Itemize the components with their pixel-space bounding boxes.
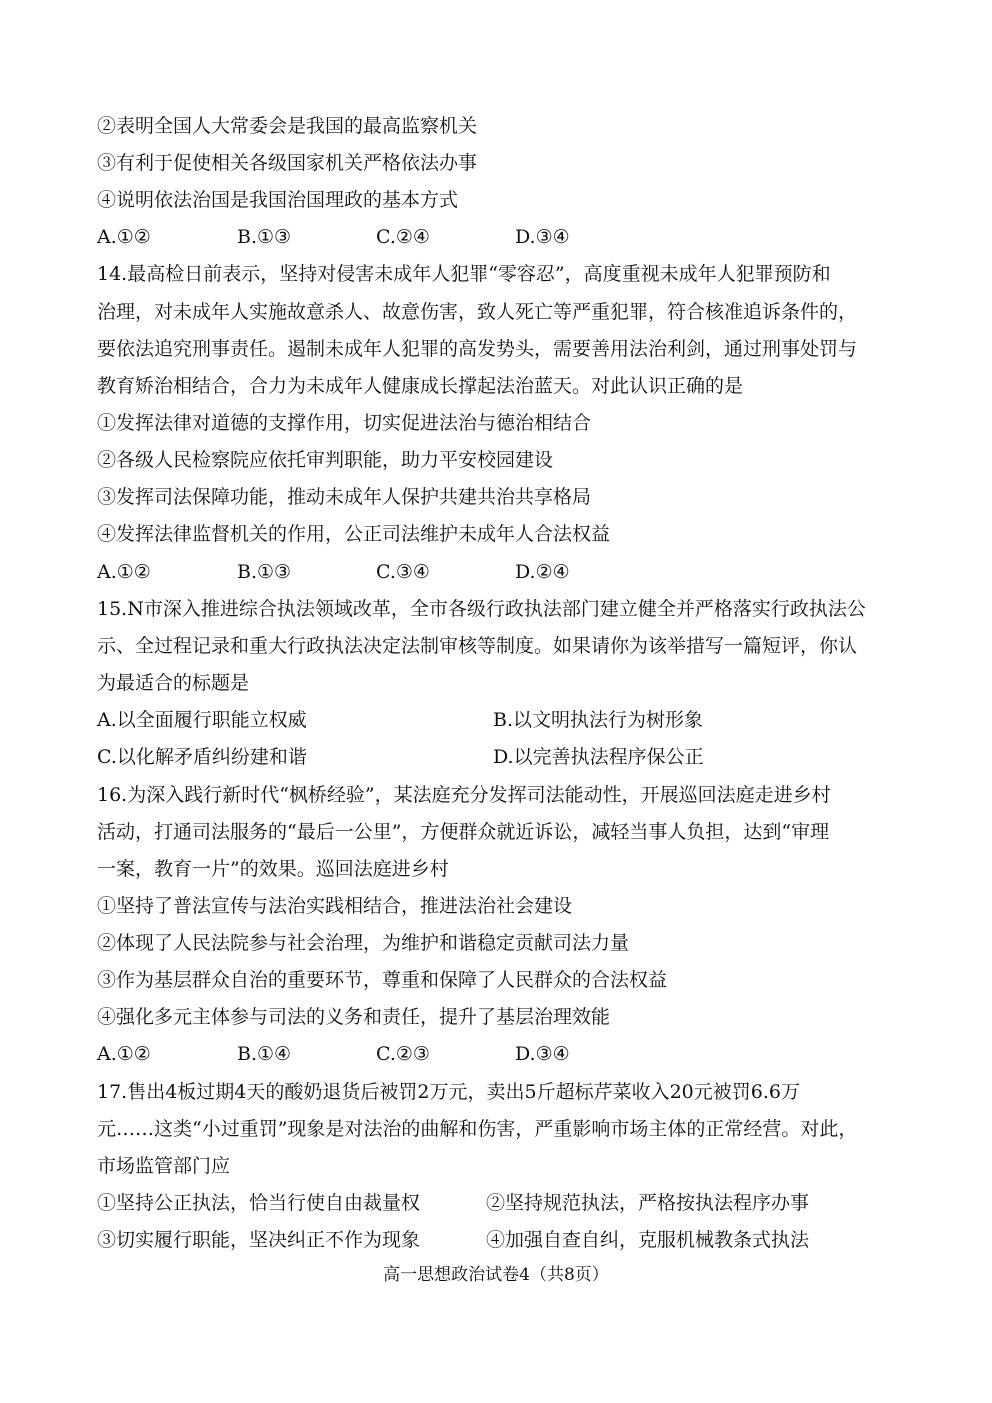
q17-statements-row-1 xyxy=(97,1190,917,1216)
q17-stem-line-3: 市场监管部门应 xyxy=(97,1155,231,1177)
q17-statement-4: ④加强自查自纠，克服机械教条式执法 xyxy=(486,1229,810,1251)
q17-stem-line-1: 17.售出4板过期4天的酸奶退货后被罚2万元，卖出5斤超标芹菜收入20元被罚6.6万 xyxy=(97,1081,800,1103)
q15-options-row-1 xyxy=(97,707,917,733)
q16-option-c: C.②③ xyxy=(376,1043,430,1065)
q17-statement-1: ①坚持公正执法，恰当行使自由裁量权 xyxy=(97,1192,421,1214)
q15-stem-line-3: 为最适合的标题是 xyxy=(97,672,250,694)
q17-stem-line-2: 元……这类“小过重罚”现象是对法治的曲解和伤害，严重影响市场主体的正常经营。对此， xyxy=(97,1118,858,1140)
q14-stem-line-4: 教育矫治相结合，合力为未成年人健康成长撑起法治蓝天。对此认识正确的是 xyxy=(97,375,744,397)
q14-options xyxy=(97,559,917,585)
q17-statement-2: ②坚持规范执法，严格按执法程序办事 xyxy=(486,1192,810,1214)
q14-statement-1: ①发挥法律对道德的支撑作用，切实促进法治与德治相结合 xyxy=(97,412,592,434)
q13-statement-4: ④说明依法治国是我国治国理政的基本方式 xyxy=(97,189,459,211)
q15-options-row-2 xyxy=(97,744,917,770)
q16-option-d: D.③④ xyxy=(515,1043,570,1065)
q14-stem-line-1: 14.最高检日前表示，坚持对侵害未成年人犯罪“零容忍”，高度重视未成年人犯罪预防和 xyxy=(97,263,831,285)
q13-option-b: B.①③ xyxy=(237,226,292,248)
q15-option-a: A.以全面履行职能立权威 xyxy=(97,709,307,731)
q13-option-c: C.②④ xyxy=(376,226,430,248)
q14-stem-line-3: 要依法追究刑事责任。遏制未成年人犯罪的高发势头，需要善用法治利剑，通过刑事处罚与 xyxy=(97,338,858,360)
q13-option-d: D.③④ xyxy=(515,226,570,248)
q17-statements-row-2 xyxy=(97,1227,917,1253)
q16-statement-3: ③作为基层群众自治的重要环节，尊重和保障了人民群众的合法权益 xyxy=(97,969,668,991)
q13-statement-2: ②表明全国人大常委会是我国的最高监察机关 xyxy=(97,115,478,137)
q16-option-a: A.①② xyxy=(97,1043,151,1065)
q16-option-b: B.①④ xyxy=(237,1043,292,1065)
q14-statement-4: ④发挥法律监督机关的作用，公正司法维护未成年人合法权益 xyxy=(97,523,611,545)
q14-option-c: C.③④ xyxy=(376,561,430,583)
q16-stem-line-2: 活动，打通司法服务的“最后一公里”，方便群众就近诉讼，减轻当事人负担，达到“审理 xyxy=(97,821,830,843)
q16-stem-line-1: 16.为深入践行新时代“枫桥经验”，某法庭充分发挥司法能动性，开展巡回法庭走进乡村 xyxy=(97,784,831,806)
q15-option-c: C.以化解矛盾纠纷建和谐 xyxy=(97,746,307,768)
q14-statement-3: ③发挥司法保障功能，推动未成年人保护共建共治共享格局 xyxy=(97,486,592,508)
q15-stem-line-2: 示、全过程记录和重大行政执法决定法制审核等制度。如果请你为该举措写一篇短评，你认 xyxy=(97,635,858,657)
q16-statement-4: ④强化多元主体参与司法的义务和责任，提升了基层治理效能 xyxy=(97,1006,611,1028)
q14-stem-line-2: 治理，对未成年人实施故意杀人、故意伤害，致人死亡等严重犯罪，符合核准追诉条件的， xyxy=(97,301,858,323)
q15-stem-line-1: 15.N市深入推进综合执法领域改革，全市各级行政执法部门建立健全并严格落实行政执法公 xyxy=(97,598,866,620)
q16-statement-2: ②体现了人民法院参与社会治理，为维护和谐稳定贡献司法力量 xyxy=(97,932,630,954)
q16-statement-1: ①坚持了普法宣传与法治实践相结合，推进法治社会建设 xyxy=(97,895,573,917)
q15-option-d: D.以完善执法程序保公正 xyxy=(493,746,704,768)
q13-statement-3: ③有利于促使相关各级国家机关严格依法办事 xyxy=(97,152,478,174)
q14-option-a: A.①② xyxy=(97,561,151,583)
q14-option-b: B.①③ xyxy=(237,561,292,583)
q17-statement-3: ③切实履行职能，坚决纠正不作为现象 xyxy=(97,1229,421,1251)
page-footer: 高一思想政治试卷4（共8页） xyxy=(383,1265,609,1285)
q16-stem-line-3: 一案，教育一片”的效果。巡回法庭进乡村 xyxy=(97,858,449,880)
q13-options xyxy=(97,224,917,250)
q13-option-a: A.①② xyxy=(97,226,151,248)
q15-option-b: B.以文明执法行为树形象 xyxy=(493,709,704,731)
q14-option-d: D.②④ xyxy=(515,561,570,583)
q14-statement-2: ②各级人民检察院应依托审判职能，助力平安校园建设 xyxy=(97,449,554,471)
q16-options xyxy=(97,1041,917,1067)
